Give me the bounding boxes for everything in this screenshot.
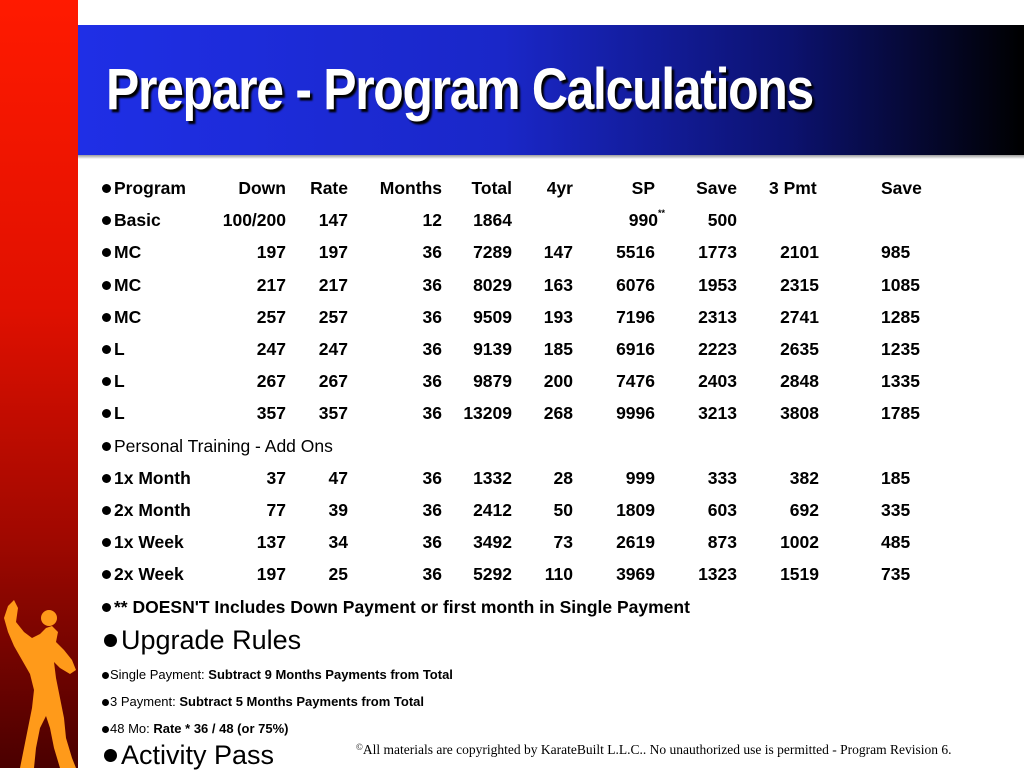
table-cell: 39 [328, 500, 348, 520]
table-cell: 1085 [881, 275, 920, 295]
table-cell: 1x Month [114, 468, 191, 488]
column-header: 3 Pmt [769, 178, 817, 198]
table-cell: 3213 [698, 403, 737, 423]
table-cell: 2412 [473, 500, 512, 520]
table-row [0, 366, 1024, 396]
bullet-icon [104, 749, 117, 762]
table-cell: 36 [422, 532, 442, 552]
table-cell: 1332 [473, 468, 512, 488]
table-cell: 692 [789, 500, 819, 520]
table-cell: 1235 [881, 339, 920, 359]
column-header: 4yr [546, 178, 573, 198]
table-cell: 185 [543, 339, 573, 359]
table-cell: L [114, 403, 125, 423]
table-cell: 217 [318, 275, 348, 295]
table-cell: MC [114, 242, 142, 262]
table-cell: 1002 [780, 532, 819, 552]
table-cell: 36 [422, 403, 442, 423]
bullet-icon [102, 699, 109, 706]
table-cell: 36 [422, 307, 442, 327]
table-cell: 500 [707, 210, 737, 230]
table-cell: 6916 [616, 339, 655, 359]
table-cell: 5292 [473, 564, 512, 584]
table-cell: 9879 [473, 371, 512, 391]
bullet-icon [102, 377, 111, 386]
page-title: Prepare - Program Calculations [106, 57, 813, 122]
table-cell: 267 [318, 371, 348, 391]
table-cell: 110 [544, 564, 573, 584]
banner-shadow [78, 155, 1024, 159]
bullet-icon [102, 474, 111, 483]
table-cell: 28 [553, 468, 573, 488]
table-cell: 36 [422, 500, 442, 520]
table-cell: 9509 [473, 307, 512, 327]
table-cell: 147 [318, 210, 348, 230]
table-cell: 267 [256, 371, 286, 391]
table-cell: 50 [553, 500, 573, 520]
addon-row [0, 527, 1024, 557]
table-cell: 2223 [698, 339, 737, 359]
table-cell: 1285 [881, 307, 920, 327]
table-cell: 163 [543, 275, 573, 295]
copyright-mark: © [356, 742, 363, 752]
column-header: Program [114, 178, 186, 198]
table-cell: 1x Week [114, 532, 184, 552]
footnote-row [0, 592, 1024, 622]
bullet-icon [102, 603, 111, 612]
table-cell: 193 [543, 307, 573, 327]
bullet-icon [102, 281, 111, 290]
table-cell: 36 [422, 564, 442, 584]
upgrade-rule-text [110, 660, 453, 690]
table-cell: 2403 [698, 371, 737, 391]
table-cell: 217 [256, 275, 286, 295]
table-cell: 8029 [473, 275, 512, 295]
table-row [0, 398, 1024, 428]
table-cell: Basic [114, 210, 161, 230]
table-cell: MC [114, 275, 142, 295]
addon-row [0, 463, 1024, 493]
table-cell: 7476 [616, 371, 655, 391]
upgrade-rule-value: Subtract 9 Months Payments from Total [208, 667, 453, 682]
table-cell: 2101 [780, 242, 819, 262]
table-cell: 257 [256, 307, 286, 327]
table-cell: 999 [625, 468, 655, 488]
table-cell: 2848 [780, 371, 819, 391]
section-label: Personal Training - Add Ons [114, 436, 333, 456]
bullet-icon [102, 570, 111, 579]
table-cell: 735 [881, 564, 911, 584]
table-cell: 7289 [473, 242, 512, 262]
upgrade-rule-item [0, 660, 1024, 690]
table-cell: 1953 [698, 275, 737, 295]
table-cell: 2x Month [114, 500, 191, 520]
table-header-row [0, 173, 1024, 203]
addon-row [0, 559, 1024, 589]
table-cell: 25 [328, 564, 348, 584]
table-cell: L [114, 371, 125, 391]
table-cell: 247 [318, 339, 348, 359]
bullet-icon [102, 313, 111, 322]
table-cell: 333 [707, 468, 737, 488]
upgrade-rule-text [110, 687, 424, 717]
bullet-icon [102, 506, 111, 515]
table-cell: 2315 [780, 275, 819, 295]
table-cell: 603 [707, 500, 737, 520]
table-row [0, 302, 1024, 332]
upgrade-rule-value: Subtract 5 Months Payments from Total [179, 694, 425, 709]
table-cell: 137 [256, 532, 286, 552]
table-cell: 47 [328, 468, 348, 488]
table-cell: 9996 [616, 403, 655, 423]
table-cell: 9139 [473, 339, 512, 359]
table-cell: 2619 [616, 532, 655, 552]
table-cell: 36 [422, 242, 442, 262]
table-cell: 197 [256, 564, 286, 584]
upgrade-rules-heading: Upgrade Rules [121, 625, 302, 655]
column-header: Save [696, 178, 737, 198]
upgrade-rule-label: Single Payment: [110, 667, 209, 682]
table-cell: 3492 [473, 532, 512, 552]
bullet-icon [102, 409, 111, 418]
table-cell: 2313 [698, 307, 737, 327]
addon-row [0, 495, 1024, 525]
bullet-icon [104, 634, 117, 647]
table-cell: 382 [789, 468, 819, 488]
table-cell: 36 [422, 275, 442, 295]
table-cell: 357 [318, 403, 348, 423]
table-cell: 100/200 [222, 210, 286, 230]
bullet-icon [102, 216, 111, 225]
column-header: Rate [310, 178, 348, 198]
table-cell: 1773 [698, 242, 737, 262]
table-cell: 77 [266, 500, 286, 520]
table-cell: 147 [543, 242, 573, 262]
table-cell: 1809 [616, 500, 655, 520]
table-cell: 2741 [780, 307, 819, 327]
column-header: Total [471, 178, 512, 198]
column-header: SP [631, 178, 655, 198]
table-cell: 990** [628, 208, 665, 230]
table-cell: 485 [881, 532, 911, 552]
upgrade-rule-value: Rate * 36 / 48 (or 75%) [153, 721, 289, 736]
table-cell: 5516 [616, 242, 655, 262]
table-cell: 985 [881, 242, 911, 262]
table-cell: 1335 [881, 371, 920, 391]
bullet-icon [102, 538, 111, 547]
table-cell: 12 [422, 210, 442, 230]
column-header: Save [881, 178, 922, 198]
bullet-icon [102, 345, 111, 354]
upgrade-rule-item [0, 687, 1024, 717]
table-cell: 36 [422, 468, 442, 488]
table-cell: 1519 [780, 564, 819, 584]
column-header: Months [379, 178, 442, 198]
table-cell: 73 [553, 532, 573, 552]
footnote-text: ** DOESN'T Includes Down Payment or first month in Single Payment [114, 597, 690, 617]
table-cell: 36 [422, 371, 442, 391]
table-row [0, 270, 1024, 300]
table-cell: 36 [422, 339, 442, 359]
table-cell: 335 [881, 500, 911, 520]
table-row [0, 237, 1024, 267]
table-cell: MC [114, 307, 142, 327]
bullet-icon [102, 184, 111, 193]
table-row [0, 205, 1024, 235]
activity-pass-heading: Activity Pass [121, 740, 275, 770]
copyright-text: All materials are copyrighted by KarateBuilt L.L.C.. No unauthorized use is permitted - Program Revision 6. [362, 742, 952, 757]
table-cell: 2x Week [114, 564, 184, 584]
table-cell: 1785 [881, 403, 920, 423]
table-cell: 257 [318, 307, 348, 327]
table-cell: 1323 [698, 564, 737, 584]
footnote-mark: ** [657, 208, 665, 218]
table-cell: 7196 [616, 307, 655, 327]
table-cell: 247 [256, 339, 286, 359]
upgrade-rule-label: 3 Payment: [110, 694, 180, 709]
table-cell: 3969 [616, 564, 655, 584]
table-cell: L [114, 339, 125, 359]
copyright-footer [356, 742, 951, 758]
table-cell: 34 [328, 532, 348, 552]
table-row [0, 334, 1024, 364]
table-cell: 185 [881, 468, 911, 488]
table-cell: 37 [266, 468, 286, 488]
table-cell: 197 [256, 242, 286, 262]
table-cell: 268 [543, 403, 573, 423]
bullet-icon [102, 248, 111, 257]
bullet-icon [102, 672, 109, 679]
table-cell: 1864 [473, 210, 512, 230]
column-header: Down [238, 178, 286, 198]
upgrade-rules-heading-row [0, 623, 1024, 657]
table-cell: 13209 [463, 403, 512, 423]
table-cell: 197 [318, 242, 348, 262]
table-cell: 2635 [780, 339, 819, 359]
table-cell: 200 [543, 371, 573, 391]
table-cell: 6076 [616, 275, 655, 295]
bullet-icon [102, 726, 109, 733]
table-cell: 357 [256, 403, 286, 423]
bullet-icon [102, 442, 111, 451]
table-cell: 873 [707, 532, 737, 552]
upgrade-rule-label: 48 Mo: [110, 721, 154, 736]
table-cell: 3808 [780, 403, 819, 423]
section-label-row [0, 431, 1024, 461]
